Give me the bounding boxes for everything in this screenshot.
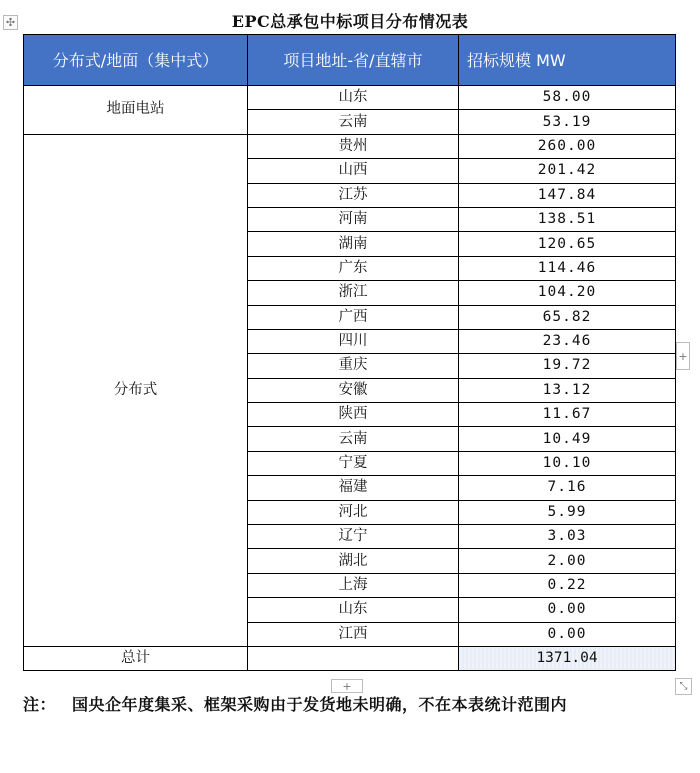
table-row: [24, 86, 676, 110]
ground-station-group-label: 地面电站: [24, 86, 248, 135]
scale-cell: 114.46: [459, 256, 676, 280]
scale-cell: 10.49: [459, 427, 676, 451]
total-value[interactable]: 1371.04: [459, 646, 676, 670]
province-cell: 云南: [248, 110, 459, 134]
table-title: EPC总承包中标项目分布情况表: [231, 12, 469, 31]
scale-cell: 138.51: [459, 207, 676, 231]
table-row: [24, 134, 676, 158]
scale-cell: 147.84: [459, 183, 676, 207]
scale-cell: 19.72: [459, 354, 676, 378]
province-cell: 四川: [248, 329, 459, 353]
province-cell: 广东: [248, 256, 459, 280]
diagonal-resize-icon: ⤡: [679, 681, 688, 692]
province-cell: 湖北: [248, 549, 459, 573]
total-row: [24, 646, 676, 670]
scale-cell: 0.00: [459, 622, 676, 646]
province-cell: 山东: [248, 86, 459, 110]
total-empty-cell: [248, 646, 459, 670]
header-province: 项目地址-省/直辖市: [248, 35, 459, 86]
footnote-prefix: 注：: [23, 695, 57, 714]
scale-cell: 104.20: [459, 281, 676, 305]
scale-cell: 11.67: [459, 403, 676, 427]
scale-cell: 2.00: [459, 549, 676, 573]
scale-cell: 65.82: [459, 305, 676, 329]
plus-icon: +: [678, 349, 688, 363]
header-scale: 招标规模 MW: [459, 35, 676, 86]
province-cell: 山西: [248, 159, 459, 183]
distributed-group-label: 分布式: [24, 134, 248, 646]
scale-cell: 3.03: [459, 525, 676, 549]
province-cell: 山东: [248, 598, 459, 622]
header-row: [24, 35, 676, 86]
province-cell: 广西: [248, 305, 459, 329]
plus-icon: +: [342, 679, 352, 693]
scale-cell: 0.22: [459, 573, 676, 597]
scale-cell: 0.00: [459, 598, 676, 622]
footnote: [23, 692, 683, 715]
province-cell: 辽宁: [248, 525, 459, 549]
scale-cell: 23.46: [459, 329, 676, 353]
province-cell: 云南: [248, 427, 459, 451]
scale-cell: 7.16: [459, 476, 676, 500]
province-cell: 河南: [248, 207, 459, 231]
province-cell: 重庆: [248, 354, 459, 378]
province-cell: 福建: [248, 476, 459, 500]
add-column-button[interactable]: [676, 342, 690, 370]
scale-cell: 10.10: [459, 451, 676, 475]
scale-cell: 5.99: [459, 500, 676, 524]
province-cell: 江苏: [248, 183, 459, 207]
scale-cell: 201.42: [459, 159, 676, 183]
move-arrows-icon: ✣: [5, 16, 16, 29]
footnote-text: 国央企年度集采、框架采购由于发货地未明确，不在本表统计范围内: [72, 695, 568, 714]
scale-cell: 58.00: [459, 86, 676, 110]
scale-cell: 260.00: [459, 134, 676, 158]
header-distribution-type: 分布式/地面（集中式）: [24, 35, 248, 86]
province-cell: 陕西: [248, 403, 459, 427]
province-cell: 江西: [248, 622, 459, 646]
province-cell: 浙江: [248, 281, 459, 305]
scale-cell: 13.12: [459, 378, 676, 402]
scale-cell: 120.65: [459, 232, 676, 256]
province-cell: 上海: [248, 573, 459, 597]
province-cell: 河北: [248, 500, 459, 524]
total-label: 总计: [24, 646, 248, 670]
province-cell: 湖南: [248, 232, 459, 256]
province-cell: 宁夏: [248, 451, 459, 475]
province-cell: 安徽: [248, 378, 459, 402]
scale-cell: 53.19: [459, 110, 676, 134]
epc-distribution-table: [23, 34, 676, 671]
add-row-button[interactable]: [331, 679, 363, 693]
province-cell: 贵州: [248, 134, 459, 158]
